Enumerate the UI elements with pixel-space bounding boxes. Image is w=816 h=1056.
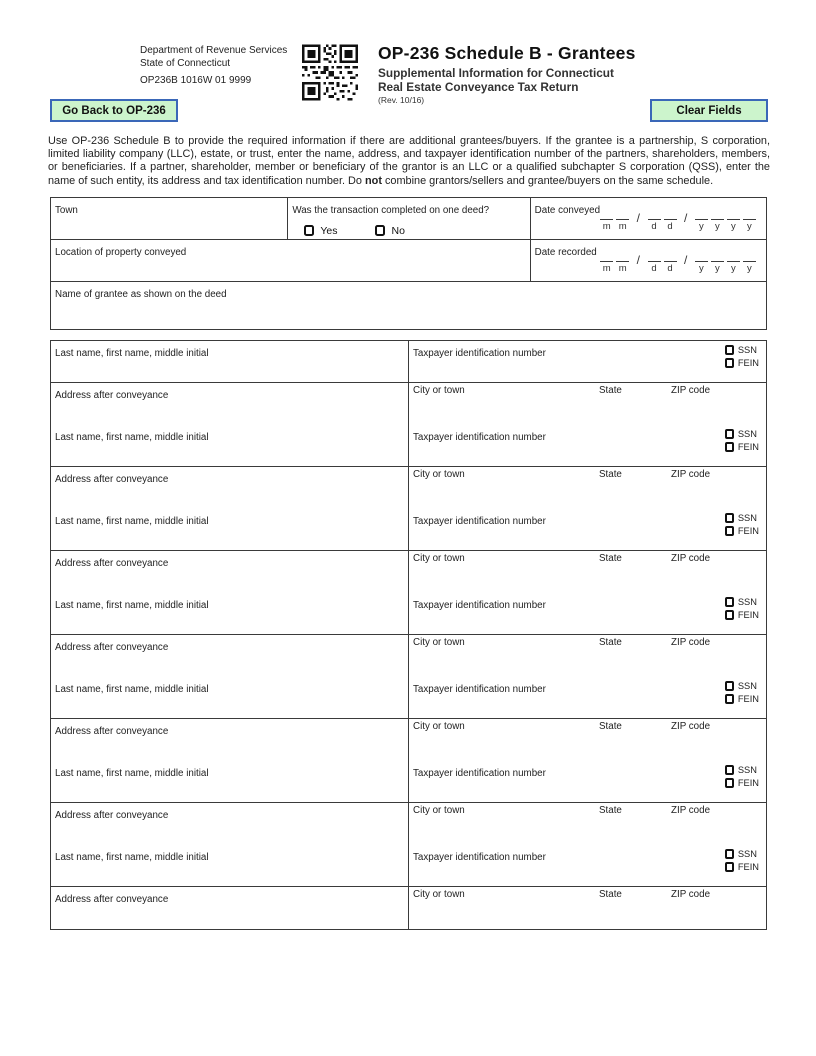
city-state-zip-field[interactable] <box>408 887 766 929</box>
fein-checkbox[interactable] <box>725 358 734 368</box>
grantee-name-field[interactable] <box>51 677 408 718</box>
state-label: State <box>599 888 622 900</box>
zip-label: ZIP code <box>671 804 711 816</box>
taxpayer-id-field[interactable] <box>408 761 766 802</box>
taxpayer-id-label: Taxpayer identification number <box>413 515 546 527</box>
ssn-checkbox[interactable] <box>725 849 734 859</box>
id-type-group <box>725 513 759 539</box>
qr-code-icon <box>302 44 358 101</box>
zip-label: ZIP code <box>671 720 711 732</box>
city-state-zip-field[interactable] <box>408 383 766 425</box>
grantee-name-label: Last name, first name, middle initial <box>55 347 209 359</box>
location-label: Location of property conveyed <box>55 246 187 258</box>
no-label: No <box>391 224 405 237</box>
ssn-label: SSN <box>737 344 757 355</box>
date-letter: m <box>616 261 629 274</box>
instructions-bold-word: not <box>365 174 382 187</box>
date-conveyed-label: Date conveyed <box>534 204 601 216</box>
grantee-name-label: Last name, first name, middle initial <box>55 515 209 527</box>
fein-checkbox[interactable] <box>725 862 734 872</box>
address-label: Address after conveyance <box>55 641 169 653</box>
address-label: Address after conveyance <box>55 557 169 569</box>
state-label: State <box>599 720 622 732</box>
date-separator: / <box>684 210 688 225</box>
fein-label: FEIN <box>737 441 759 452</box>
grantee-name-field[interactable] <box>51 593 408 634</box>
form-title: OP-236 Schedule B - Grantees <box>378 43 636 63</box>
yes-label: Yes <box>320 224 338 237</box>
taxpayer-id-field[interactable] <box>408 593 766 634</box>
city-state-zip-field[interactable] <box>408 551 766 593</box>
ssn-checkbox[interactable] <box>725 345 734 355</box>
date-letter: y <box>727 261 740 274</box>
date-recorded-label: Date recorded <box>534 246 597 258</box>
zip-label: ZIP code <box>671 636 711 648</box>
date-letter: y <box>743 261 756 274</box>
city-state-zip-field[interactable] <box>408 467 766 509</box>
city-label: City or town <box>413 468 465 480</box>
date-letter: d <box>648 219 661 232</box>
id-type-group <box>725 765 759 791</box>
one-deed-question-cell <box>287 198 529 239</box>
form-header <box>0 0 816 133</box>
zip-label: ZIP code <box>671 384 711 396</box>
agency-line1: Department of Revenue Services <box>140 45 288 56</box>
city-label: City or town <box>413 888 465 900</box>
taxpayer-id-field[interactable] <box>408 677 766 718</box>
grantee-name-field[interactable] <box>51 845 408 886</box>
city-label: City or town <box>413 720 465 732</box>
address-label: Address after conveyance <box>55 473 169 485</box>
taxpayer-id-field[interactable] <box>408 425 766 466</box>
one-deed-question-label: Was the transaction completed on one deed? <box>292 204 490 216</box>
fein-label: FEIN <box>737 693 759 704</box>
grantee-entry <box>51 845 766 929</box>
id-type-group <box>725 681 759 707</box>
city-label: City or town <box>413 636 465 648</box>
taxpayer-id-field[interactable] <box>408 341 766 382</box>
id-type-group <box>725 849 759 875</box>
fein-checkbox[interactable] <box>725 442 734 452</box>
clear-fields-button[interactable]: Clear Fields <box>650 99 768 122</box>
town-label: Town <box>55 204 78 216</box>
grantee-name-label: Last name, first name, middle initial <box>55 431 209 443</box>
fein-label: FEIN <box>737 609 759 620</box>
date-letter: y <box>743 219 756 232</box>
state-label: State <box>599 552 622 564</box>
state-label: State <box>599 804 622 816</box>
address-field[interactable] <box>51 887 408 929</box>
ssn-label: SSN <box>737 848 757 859</box>
instructions-paragraph <box>48 135 770 188</box>
date-separator: / <box>684 252 688 267</box>
zip-label: ZIP code <box>671 552 711 564</box>
form-code: OP236B 1016W 01 9999 <box>140 75 252 86</box>
city-state-zip-field[interactable] <box>408 719 766 761</box>
address-label: Address after conveyance <box>55 809 169 821</box>
taxpayer-id-label: Taxpayer identification number <box>413 347 546 359</box>
id-type-group <box>725 429 759 455</box>
fein-label: FEIN <box>737 777 759 788</box>
taxpayer-id-label: Taxpayer identification number <box>413 851 546 863</box>
taxpayer-id-label: Taxpayer identification number <box>413 683 546 695</box>
id-type-group <box>725 345 759 371</box>
state-label: State <box>599 468 622 480</box>
id-type-group <box>725 597 759 623</box>
ssn-checkbox[interactable] <box>725 597 734 607</box>
grantee-entry <box>51 761 766 845</box>
grantee-entry <box>51 593 766 677</box>
date-letter: m <box>600 219 613 232</box>
date-letter: y <box>711 219 724 232</box>
date-letter: y <box>727 219 740 232</box>
date-letter: m <box>600 261 613 274</box>
city-label: City or town <box>413 552 465 564</box>
date-letter: d <box>648 261 661 274</box>
title-block <box>378 43 636 105</box>
grantee-name-label: Last name, first name, middle initial <box>55 599 209 611</box>
ssn-label: SSN <box>737 764 757 775</box>
no-checkbox[interactable] <box>375 225 385 236</box>
zip-label: ZIP code <box>671 888 711 900</box>
fein-checkbox[interactable] <box>725 778 734 788</box>
address-field[interactable] <box>51 803 408 845</box>
agency-line2: State of Connecticut <box>140 57 231 69</box>
grantee-entry <box>51 341 766 425</box>
address-field[interactable] <box>51 551 408 593</box>
form-subtitle-line2: Real Estate Conveyance Tax Return <box>378 80 579 94</box>
grantee-entry <box>51 509 766 593</box>
state-label: State <box>599 384 622 396</box>
ssn-label: SSN <box>737 680 757 691</box>
fein-label: FEIN <box>737 861 759 872</box>
address-field[interactable] <box>51 383 408 425</box>
ssn-label: SSN <box>737 428 757 439</box>
grantee-entry <box>51 425 766 509</box>
taxpayer-id-label: Taxpayer identification number <box>413 599 546 611</box>
instructions-part2: combine grantors/sellers and grantee/buyers on the same schedule. <box>381 174 714 187</box>
ssn-label: SSN <box>737 596 757 607</box>
taxpayer-id-field[interactable] <box>408 845 766 886</box>
date-conveyed-field[interactable] <box>530 198 766 239</box>
instructions-part1: Use OP-236 Schedule B to provide the required information if there are additional grantees/buyers. If the grantee is a partnership, S corporation, limited liability company (LLC), estate, or trust, enter the name, address, and taxpayer identification number of the partners, shareholders, members, or beneficiaries. If a partner, shareholder, member or beneficiary of the grantor is an LLC or a qualified subchapter S corporation (QSS), enter the name of such entity, its address and tax identification number. Do <box>48 135 770 187</box>
fein-label: FEIN <box>737 525 759 536</box>
date-letter: d <box>664 261 677 274</box>
zip-label: ZIP code <box>671 468 711 480</box>
state-label: State <box>599 636 622 648</box>
grantee-deed-name-field[interactable] <box>51 282 766 329</box>
ssn-label: SSN <box>737 512 757 523</box>
date-recorded-field[interactable] <box>530 240 766 281</box>
address-label: Address after conveyance <box>55 893 169 905</box>
fein-label: FEIN <box>737 357 759 368</box>
fein-checkbox[interactable] <box>725 610 734 620</box>
address-label: Address after conveyance <box>55 725 169 737</box>
fein-checkbox[interactable] <box>725 526 734 536</box>
grantee-name-label: Last name, first name, middle initial <box>55 767 209 779</box>
date-conveyed-input[interactable] <box>599 210 758 234</box>
city-label: City or town <box>413 384 465 396</box>
date-letter: d <box>664 219 677 232</box>
ssn-checkbox[interactable] <box>725 765 734 775</box>
ssn-checkbox[interactable] <box>725 513 734 523</box>
yes-checkbox[interactable] <box>304 225 314 236</box>
address-field[interactable] <box>51 467 408 509</box>
city-state-zip-field[interactable] <box>408 803 766 845</box>
town-field[interactable] <box>51 198 287 239</box>
date-letter: m <box>616 219 629 232</box>
date-separator: / <box>636 252 640 267</box>
date-letter: y <box>695 219 708 232</box>
date-letter: y <box>711 261 724 274</box>
grantee-entry <box>51 677 766 761</box>
taxpayer-id-field[interactable] <box>408 509 766 550</box>
fein-checkbox[interactable] <box>725 694 734 704</box>
taxpayer-id-label: Taxpayer identification number <box>413 431 546 443</box>
taxpayer-id-label: Taxpayer identification number <box>413 767 546 779</box>
property-section-table <box>50 197 767 330</box>
date-separator: / <box>636 210 641 225</box>
revision-label: (Rev. 10/16) <box>378 95 425 105</box>
grantee-name-label: Last name, first name, middle initial <box>55 851 209 863</box>
go-back-button[interactable]: Go Back to OP-236 <box>50 99 178 122</box>
grantee-name-label: Last name, first name, middle initial <box>55 683 209 695</box>
ssn-checkbox[interactable] <box>725 681 734 691</box>
grantee-deed-name-label: Name of grantee as shown on the deed <box>55 288 227 300</box>
address-field[interactable] <box>51 719 408 761</box>
grantee-name-field[interactable] <box>51 761 408 802</box>
ssn-checkbox[interactable] <box>725 429 734 439</box>
date-recorded-input[interactable] <box>599 252 758 276</box>
agency-block <box>140 45 287 88</box>
address-label: Address after conveyance <box>55 389 169 401</box>
city-state-zip-field[interactable] <box>408 635 766 677</box>
city-label: City or town <box>413 804 465 816</box>
grantee-name-field[interactable] <box>51 509 408 550</box>
grantees-table <box>50 340 767 930</box>
date-letter: y <box>695 261 708 274</box>
grantee-name-field[interactable] <box>51 425 408 466</box>
address-field[interactable] <box>51 635 408 677</box>
location-field[interactable] <box>51 240 530 281</box>
grantee-name-field[interactable] <box>51 341 408 382</box>
form-subtitle-line1: Supplemental Information for Connecticut <box>378 66 614 80</box>
